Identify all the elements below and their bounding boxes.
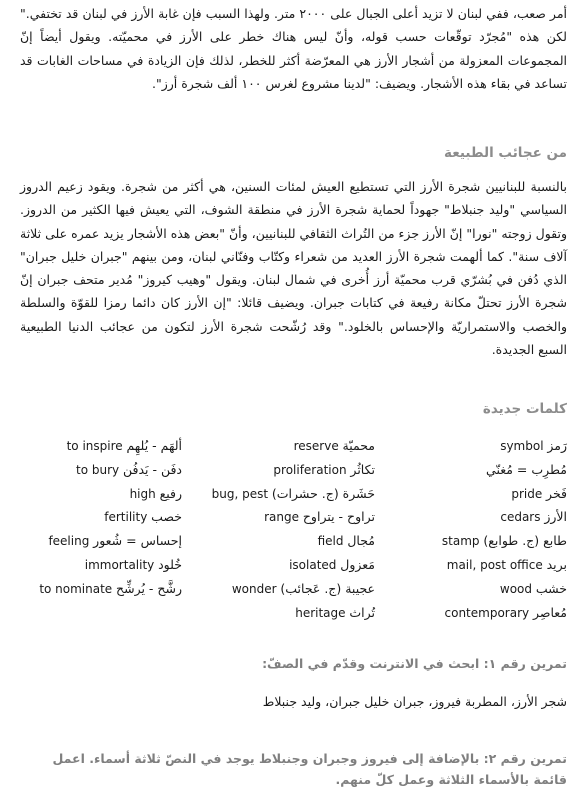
section-heading-wonders: من عجائب الطبيعة xyxy=(444,145,567,161)
vocab-item: تُراث heritage xyxy=(295,604,375,620)
vocabulary-table xyxy=(20,434,567,624)
vocab-item: خصب fertility xyxy=(104,509,182,525)
vocab-item: حَشَرة (ج. حشرات) bug, pest xyxy=(211,485,375,501)
vocab-item: مُجال field xyxy=(317,533,375,549)
vocab-column-1 xyxy=(442,434,567,624)
vocab-item: إحساس = شُعور feeling xyxy=(48,533,182,549)
vocab-item: طابع (ج. طوابع) stamp xyxy=(441,533,567,549)
vocab-column-3 xyxy=(39,434,182,601)
vocab-item: مَعزول isolated xyxy=(289,556,375,572)
vocab-item: رفيع high xyxy=(129,485,182,501)
body-paragraph-wonders: بالنسبة للبنانيين شجرة الأرز التي تستطيع العيش لمئات السنين، هي أكثر من شجرة. ويقود زعيم الدروز السياسي "وليد جنبلاط" جهوداً لحماية شجرة الأرز في منطقة الشوف، التي يعيش فيها الكثير من الدروز. وتقول زوجته "نورا" إنّ الأرز جزء من التُراث الثقافي للبنانيين، وأنّ "بعض هذه الأشجار يزيد عمره على ثلاثة آلاف سنة". كما ألهمت شجرة الأرز العديد من شعراء وكتّاب وفنّاني لبنان، ومن بينهم "جبران خليل جبران" الذي دُفن في بُشرّي قرب محميّة أرز أُخرى في شمال لبنان. ويقول "وهيب كيروز" مُدير متحف جبران إنّ شجرة الأرز تحتلّ مكانة رفيعة في كتابات جبران. ويضيف قائلا: "إن الأرز كان دائما رمزا للقوّة والسلطة والخصب والاستمراريّة والإحساس بالخلود." وقد رُشّحت شجرة الأرز لتكون من عجائب الدنيا الطبيعية السبع الجديدة. xyxy=(20,179,567,358)
vocab-item: الأرز cedars xyxy=(500,509,567,525)
vocab-item: محميّة reserve xyxy=(293,438,375,453)
vocab-item: فَخر pride xyxy=(511,485,567,501)
vocab-item: خشب wood xyxy=(499,580,567,596)
vocab-item: تكاثُر proliferation xyxy=(273,461,375,477)
vocab-item: رشَّح - يُرشِّح to nominate xyxy=(39,580,182,596)
vocab-item: ألهَم - يُلهِم to inspire xyxy=(66,438,182,453)
section-heading-vocab: كلمات جديدة xyxy=(482,401,567,417)
vocab-item: خُلود immortality xyxy=(84,556,182,572)
vocab-item: مُعاصِر contemporary xyxy=(444,604,567,620)
vocab-item: مُطرِب = مُغنّي xyxy=(486,461,567,477)
exercise-1-body: شجر الأرز، المطربة فيروز، جبران خليل جبران، وليد جنبلاط xyxy=(262,694,567,709)
vocab-item: عجيبة (ج. عَجائب) wonder xyxy=(231,580,375,596)
intro-paragraph: أمر صعب، ففي لبنان لا تزيد أعلى الجبال على ٢٠٠٠ متر. ولهذا السبب فإن غابة الأرز في لبنان قد تختفي." لكن هذه "مُجرّد توقّعات حسب قوله، وأنّ ليس هناك خطر على الأرز في محميّته. ويقول أيضاً إنّ المجموعات المعزولة من أشجار الأرز هي المعرّضة أكثر للخطر، لذلك فإن الزيادة في مساحات الغابات قد تساعد في بقاء هذه الأشجار. ويضيف: "لدينا مشروع لغرس ١٠٠ ألف شجرة أرز". xyxy=(20,6,567,91)
exercise-1-title: تمرين رقم ١: ابحث في الانترنت وقدّم في الصفّ: xyxy=(262,656,567,671)
vocab-column-2 xyxy=(212,434,375,624)
vocab-item: تراوح - يتراوح range xyxy=(264,509,375,525)
exercise-2-title: تمرين رقم ٢: بالإضافة إلى فيروز وجبران وجنبلاط يوجد في النصّ ثلاثة أسماء. اعمل قائمة بالأسماء الثلاثة وعمل كلّ منهم. xyxy=(52,751,567,787)
vocab-item: رَمز symbol xyxy=(500,438,567,453)
vocab-item: بريد mail, post office xyxy=(446,556,567,572)
vocab-item: دفَن - يَدفُن to bury xyxy=(76,461,182,477)
